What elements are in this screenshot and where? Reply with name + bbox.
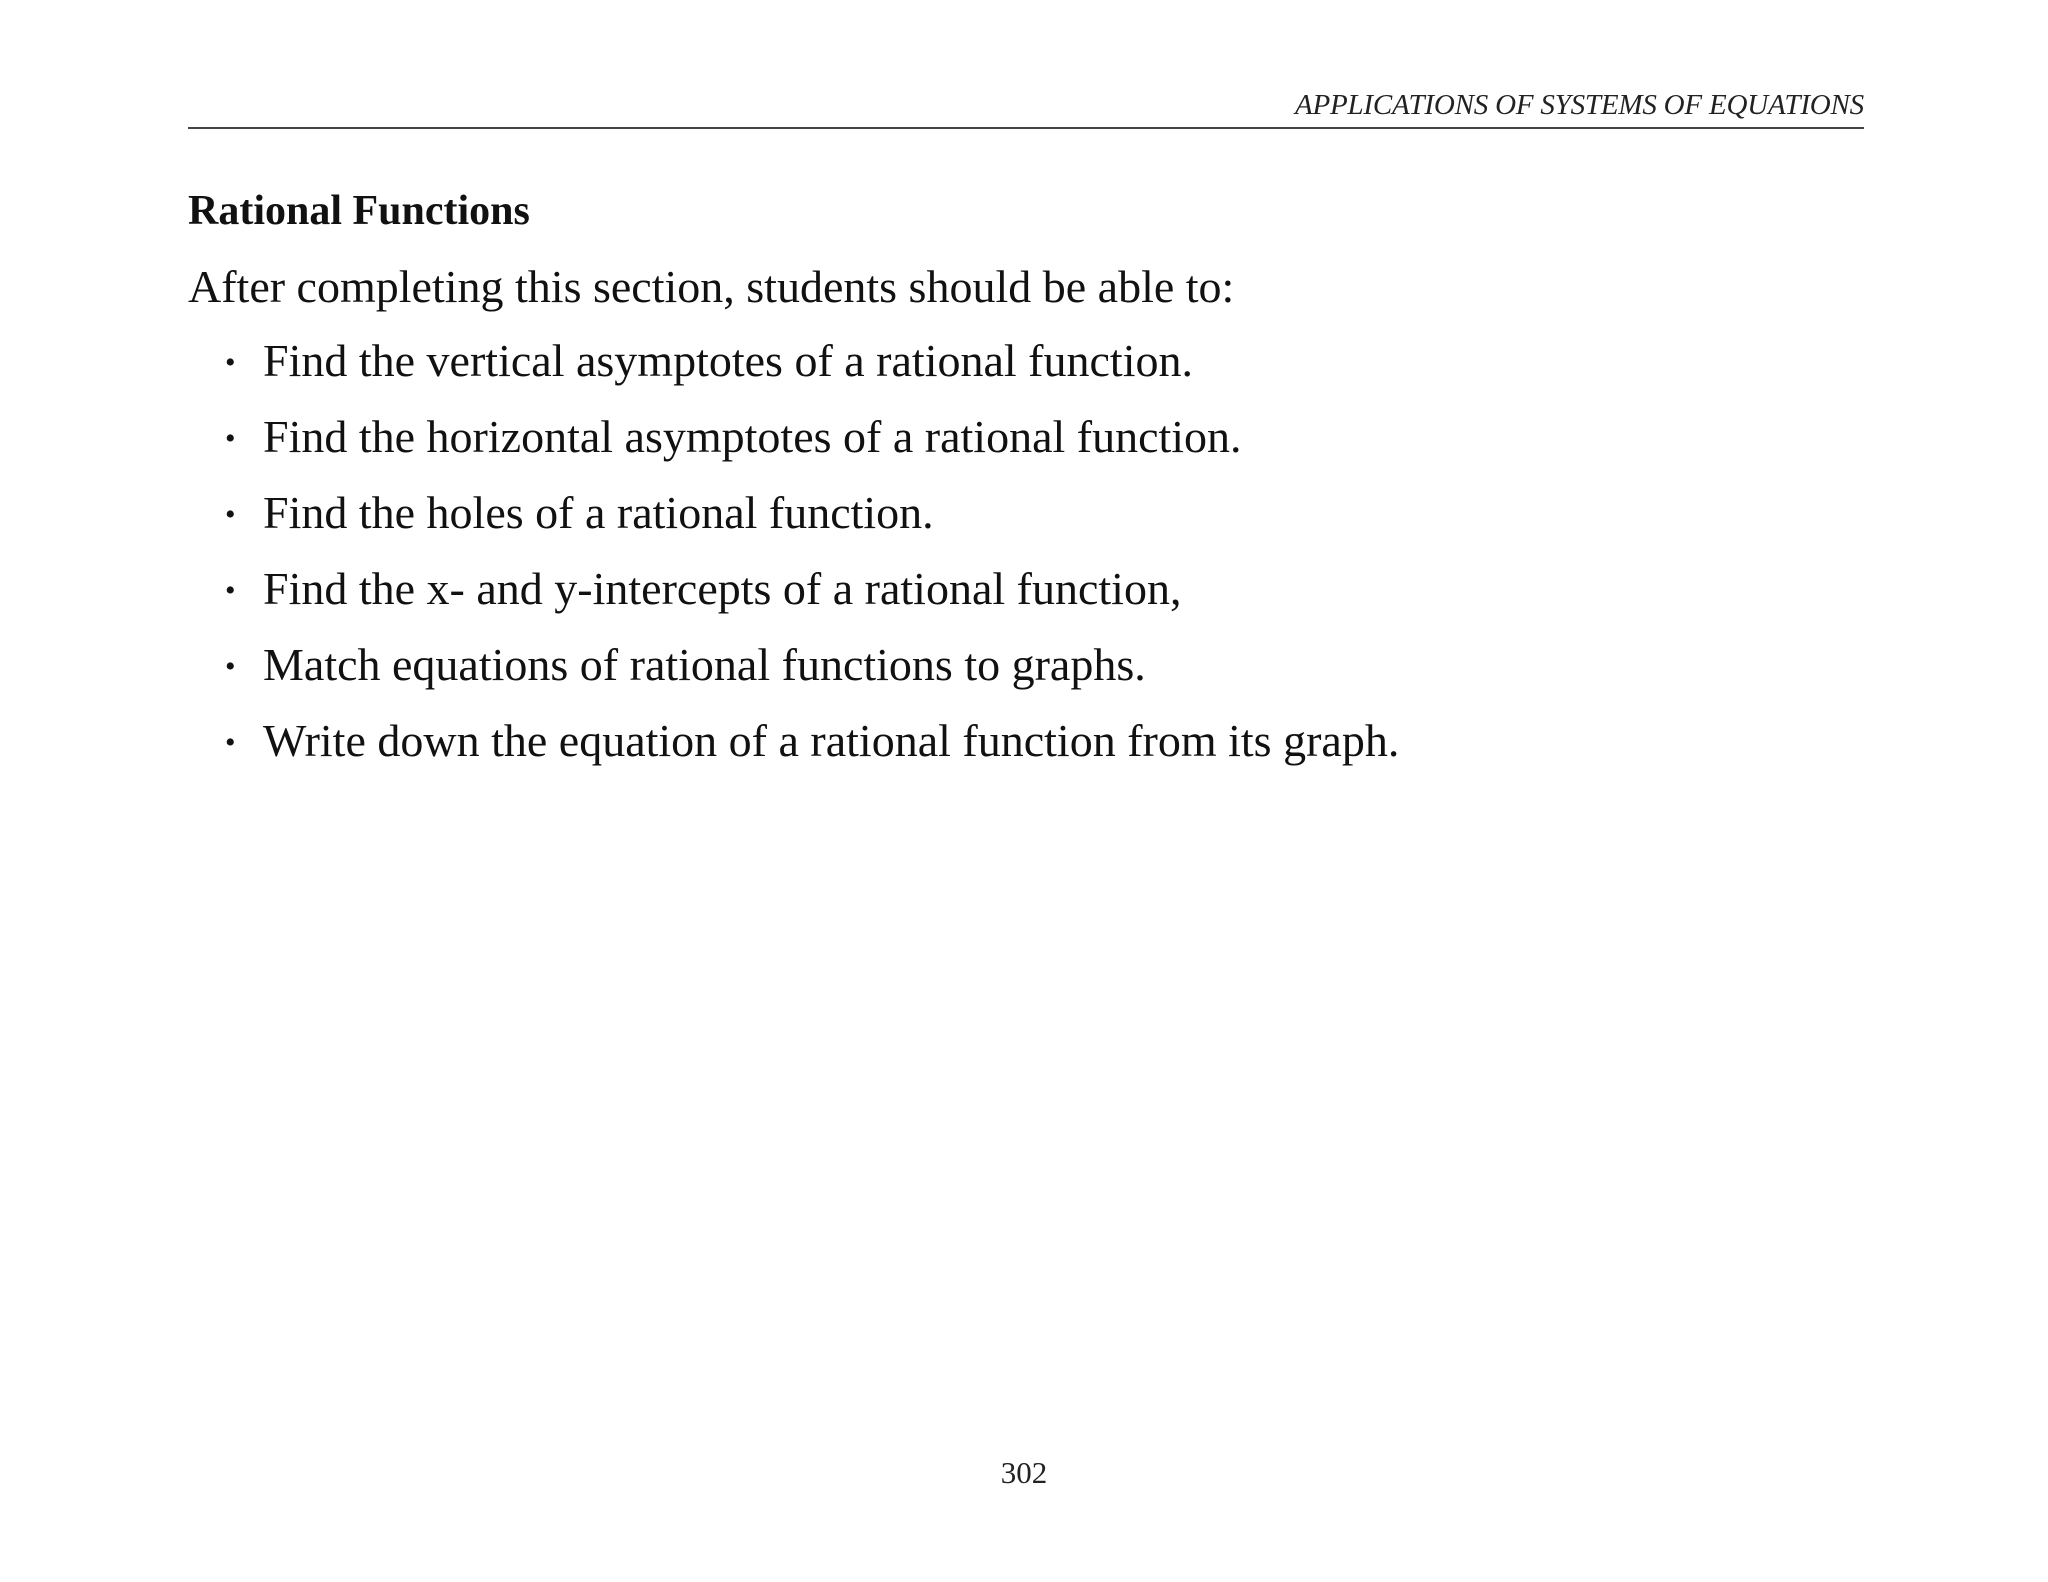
list-item: [225, 638, 1399, 714]
running-header: APPLICATIONS OF SYSTEMS OF EQUATIONS: [1294, 89, 1864, 121]
section-intro: After completing this section, students should be able to:: [188, 261, 1235, 312]
objective-text: Write down the equation of a rational function from its graph.: [263, 715, 1400, 766]
list-item: [225, 714, 1399, 790]
bullet-icon: •: [225, 574, 236, 607]
objective-text: Match equations of rational functions to graphs.: [263, 639, 1146, 690]
objectives-list: [225, 334, 1399, 790]
objective-text: Find the vertical asymptotes of a rational function.: [263, 335, 1193, 386]
objective-text: Find the horizontal asymptotes of a rational function.: [263, 411, 1242, 462]
bullet-icon: •: [225, 498, 236, 531]
list-item: [225, 410, 1399, 486]
bullet-icon: •: [225, 726, 236, 759]
section-title: Rational Functions: [188, 188, 530, 234]
bullet-icon: •: [225, 346, 236, 379]
list-item: [225, 334, 1399, 410]
bullet-icon: •: [225, 422, 236, 455]
objective-text: Find the holes of a rational function.: [263, 487, 934, 538]
page-number: 302: [1000, 1455, 1048, 1490]
list-item: [225, 486, 1399, 562]
list-item: [225, 562, 1399, 638]
header-rule: [188, 127, 1864, 129]
bullet-icon: •: [225, 650, 236, 683]
objective-text: Find the x- and y-intercepts of a rational function,: [263, 563, 1182, 614]
